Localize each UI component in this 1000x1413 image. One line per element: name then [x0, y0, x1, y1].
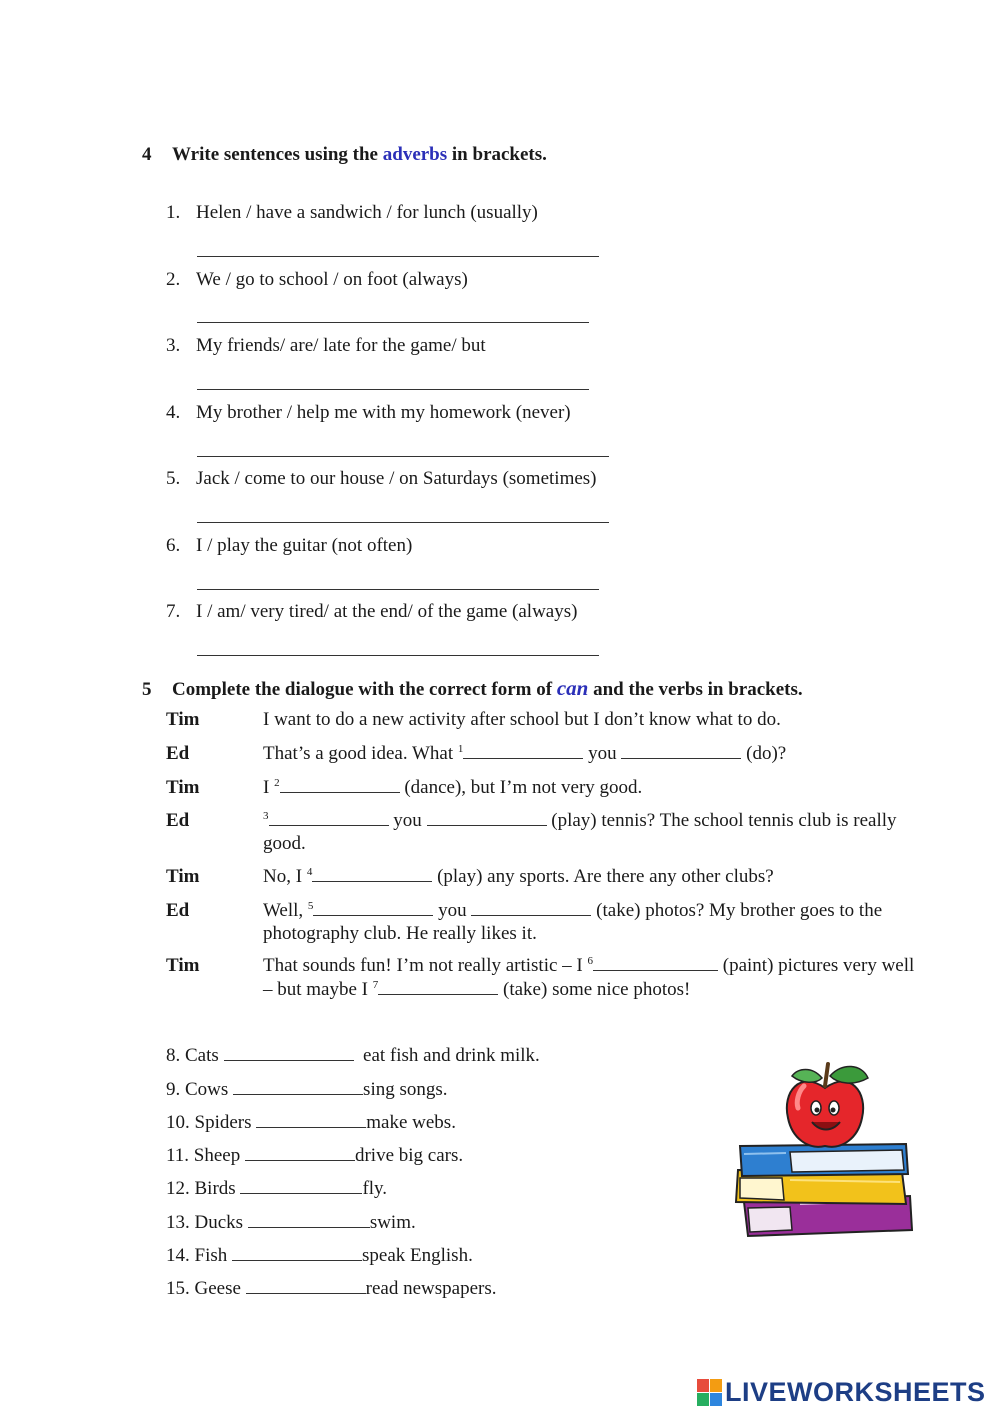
- section-5-heading: 5 Complete the dialogue with the correct form of can and the verbs in brackets.: [142, 676, 803, 700]
- gap-2[interactable]: [280, 777, 400, 793]
- answer-line-1[interactable]: [197, 256, 599, 257]
- gap-9[interactable]: [233, 1079, 363, 1095]
- gap-6[interactable]: [593, 955, 718, 971]
- answer-line-3[interactable]: [197, 389, 589, 390]
- list-item: 12. Birds fly.: [166, 1178, 388, 1199]
- blue-book: [740, 1144, 908, 1176]
- can-highlight: can: [556, 676, 589, 700]
- dialogue-line: $^3$ you (play) tennis? The school tennis club is really: [263, 810, 897, 831]
- dialogue-line: Well, $^5$ you (take) photos? My brother goes to the: [263, 900, 883, 921]
- gap-15[interactable]: [246, 1278, 366, 1294]
- speaker-ed: Ed: [166, 743, 190, 764]
- gap-7[interactable]: [378, 979, 498, 995]
- liveworksheets-logo: [697, 1377, 986, 1408]
- list-item: 4. My brother / help me with my homework (never): [166, 402, 571, 423]
- dialogue-line: I $^2$ (dance), but I’m not very good.: [263, 777, 643, 798]
- list-item: 2. We / go to school / on foot (always): [166, 269, 468, 290]
- list-item: 13. Ducks swim.: [166, 1212, 416, 1233]
- logo-text: LIVEWORKSHEETS: [725, 1377, 986, 1407]
- list-item: 15. Geese read newspapers.: [166, 1278, 497, 1299]
- list-item: 5. Jack / come to our house / on Saturdays (sometimes): [166, 468, 597, 489]
- dialogue-line: No, I $^4$ (play) any sports. Are there any other clubs?: [263, 866, 774, 887]
- list-item: 3. My friends/ are/ late for the game/ but: [166, 335, 486, 356]
- dialogue-line: I want to do a new activity after school but I don’t know what to do.: [263, 709, 781, 730]
- dialogue-line-cont: photography club. He really likes it.: [263, 923, 537, 944]
- speaker-tim: Tim: [166, 709, 200, 730]
- apple-icon: [787, 1064, 868, 1147]
- gap-5b[interactable]: [471, 900, 591, 916]
- apple-books-illustration: [730, 1052, 920, 1242]
- dialogue-line-cont: good.: [263, 833, 306, 854]
- gap-3b[interactable]: [427, 810, 547, 826]
- list-item: 8. Cats eat fish and drink milk.: [166, 1045, 540, 1066]
- section-4-heading: 4 Write sentences using the adverbs in brackets.: [142, 144, 547, 165]
- gap-10[interactable]: [256, 1112, 366, 1128]
- list-item: 11. Sheep drive big cars.: [166, 1145, 464, 1166]
- answer-line-7[interactable]: [197, 655, 599, 656]
- list-item: 7. I / am/ very tired/ at the end/ of the game (always): [166, 601, 578, 622]
- speaker-tim: Tim: [166, 777, 200, 798]
- gap-1b[interactable]: [621, 743, 741, 759]
- gap-11[interactable]: [245, 1145, 355, 1161]
- answer-line-5[interactable]: [197, 522, 609, 523]
- gap-1a[interactable]: [463, 743, 583, 759]
- list-item: 10. Spiders make webs.: [166, 1112, 456, 1133]
- speaker-tim: Tim: [166, 866, 200, 887]
- gap-5a[interactable]: [313, 900, 433, 916]
- gap-3a[interactable]: [269, 810, 389, 826]
- list-item: 6. I / play the guitar (not often): [166, 535, 413, 556]
- gap-4[interactable]: [312, 866, 432, 882]
- gap-14[interactable]: [232, 1245, 362, 1261]
- list-item: 14. Fish speak English.: [166, 1245, 473, 1266]
- speaker-tim: Tim: [166, 955, 200, 976]
- dialogue-line: That sounds fun! I’m not really artistic – I $^6$ (paint) pictures very well: [263, 955, 915, 976]
- dialogue-line: That’s a good idea. What $^1$ you (do)?: [263, 743, 787, 764]
- gap-8[interactable]: [224, 1045, 354, 1061]
- answer-line-6[interactable]: [197, 589, 599, 590]
- answer-line-4[interactable]: [197, 456, 609, 457]
- list-item: 9. Cows sing songs.: [166, 1079, 448, 1100]
- dialogue-line-cont: – but maybe I $^7$ (take) some nice photos!: [263, 979, 691, 1000]
- list-item: 1. Helen / have a sandwich / for lunch (usually): [166, 202, 538, 223]
- adverbs-highlight: adverbs: [382, 144, 448, 165]
- gap-12[interactable]: [240, 1178, 362, 1194]
- logo-badge-icon: [697, 1379, 723, 1407]
- gap-13[interactable]: [248, 1212, 370, 1228]
- answer-line-2[interactable]: [197, 322, 589, 323]
- speaker-ed: Ed: [166, 810, 190, 831]
- speaker-ed: Ed: [166, 900, 190, 921]
